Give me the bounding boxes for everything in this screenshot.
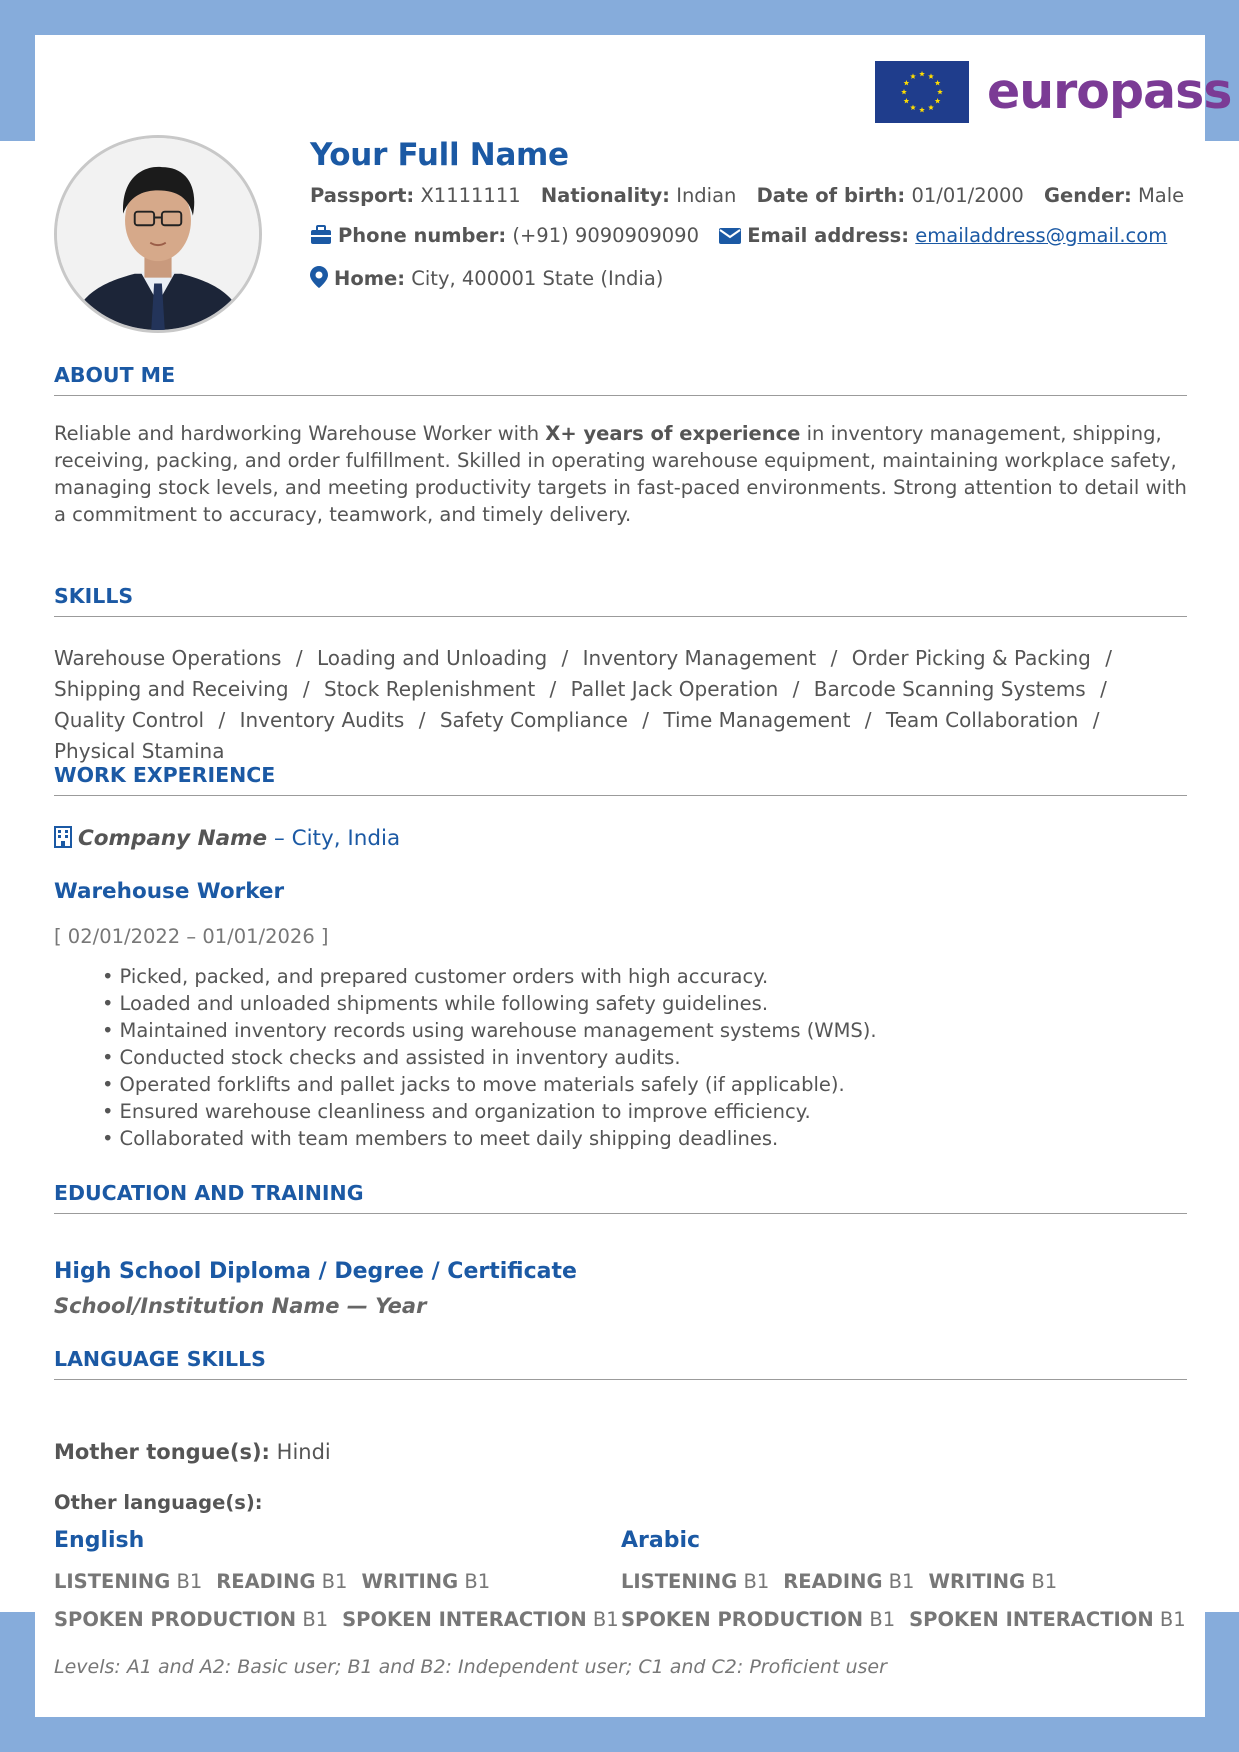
spoken-production-level: B1 <box>869 1608 896 1631</box>
nationality-label: Nationality: <box>540 184 670 207</box>
bullet-marker: • <box>102 965 114 988</box>
education-degree: High School Diploma / Degree / Certificate <box>54 1259 577 1284</box>
bullet-marker: • <box>102 1100 114 1123</box>
eu-star <box>904 98 910 103</box>
eu-star <box>928 73 934 78</box>
language-block <box>621 1526 1186 1639</box>
skill-item: Barcode Scanning Systems <box>813 677 1086 701</box>
job-duty-text: Picked, packed, and prepared customer orders with high accuracy. <box>119 965 769 988</box>
mother-tongue-value: Hindi <box>276 1440 331 1464</box>
skill-separator: / <box>561 646 569 670</box>
home-value: City, 400001 State (India) <box>411 267 664 290</box>
skill-separator: / <box>549 677 557 701</box>
job-duty-item <box>102 963 877 990</box>
language-name: English <box>54 1528 145 1553</box>
mother-tongue-label: Mother tongue(s): <box>54 1440 270 1464</box>
language-row-speaking <box>54 1601 619 1639</box>
full-name: Your Full Name <box>310 137 569 173</box>
job-duty-item <box>102 1071 877 1098</box>
experience-highlight: X+ years of experience <box>545 422 801 445</box>
section-title-work: WORK EXPERIENCE <box>54 761 1187 796</box>
job-duty-text: Operated forklifts and pallet jacks to move materials safely (if applicable). <box>119 1073 845 1096</box>
company-location: – City, India <box>267 826 401 851</box>
listening-level: B1 <box>176 1570 203 1593</box>
skill-item: Team Collaboration <box>885 708 1079 732</box>
writing-label: WRITING <box>361 1570 459 1593</box>
eu-star <box>928 105 934 110</box>
job-duty-item <box>102 1098 877 1125</box>
writing-level: B1 <box>464 1570 491 1593</box>
job-dates: [ 02/01/2022 – 01/01/2026 ] <box>54 925 329 948</box>
bullet-marker: • <box>102 1073 114 1096</box>
language-name: Arabic <box>621 1528 701 1553</box>
skill-item: Physical Stamina <box>54 739 225 763</box>
language-row-understanding <box>54 1563 614 1601</box>
spoken-production-label: SPOKEN PRODUCTION <box>621 1608 864 1631</box>
nationality-value: Indian <box>676 184 737 207</box>
phone-label: Phone number: <box>338 224 507 247</box>
job-title: Warehouse Worker <box>54 879 285 904</box>
skill-item: Loading and Unloading <box>316 646 548 670</box>
spoken-interaction-label: SPOKEN INTERACTION <box>909 1608 1154 1631</box>
skill-item: Stock Replenishment <box>323 677 536 701</box>
levels-note: Levels: A1 and A2: Basic user; B1 and B2: Independent user; C1 and C2: Proficient user <box>54 1656 887 1678</box>
about-text: Reliable and hardworking Warehouse Worker with X+ years of experience in inventory management, shipping, receiving, packing, and order fulfillment. Skilled in operating warehouse equipment, maintaining workplace safety, managing stock levels, and meeting productivity targets in fast-paced environments. Strong attention to detail with a commitment to accuracy, teamwork, and timely delivery. <box>54 422 1187 526</box>
company-line <box>54 824 400 857</box>
eu-star <box>919 71 925 76</box>
skill-separator: / <box>418 708 426 732</box>
eu-star <box>910 73 916 78</box>
eu-flag-icon <box>875 61 969 123</box>
spoken-production-level: B1 <box>302 1608 329 1631</box>
skill-item: Warehouse Operations <box>54 646 282 670</box>
passport-label: Passport: <box>310 184 415 207</box>
cv-page <box>35 35 1232 1717</box>
section-title-languages: LANGUAGE SKILLS <box>54 1345 1187 1380</box>
dob-label: Date of birth: <box>756 184 906 207</box>
listening-label: LISTENING <box>621 1570 738 1593</box>
section-title-skills: SKILLS <box>54 582 1187 617</box>
eu-star <box>937 89 943 94</box>
language-row-speaking <box>621 1601 1186 1639</box>
gender-label: Gender: <box>1044 184 1132 207</box>
briefcase-icon <box>310 219 332 259</box>
spoken-interaction-level: B1 <box>592 1608 619 1631</box>
personal-info <box>310 134 1185 302</box>
building-icon <box>54 826 72 857</box>
education-school: School/Institution Name — Year <box>54 1294 427 1318</box>
phone-value: (+91) 9090909090 <box>512 224 699 247</box>
europass-wordmark: europass <box>987 63 1232 120</box>
email-link[interactable]: emailaddress@gmail.com <box>915 224 1168 247</box>
skill-item: Pallet Jack Operation <box>570 677 779 701</box>
passport-value: X1111111 <box>420 184 521 207</box>
reading-level: B1 <box>321 1570 348 1593</box>
skill-separator: / <box>1092 708 1100 732</box>
skill-separator: / <box>864 708 872 732</box>
job-duty-item <box>102 1017 877 1044</box>
job-duty-item <box>102 1125 877 1152</box>
home-label: Home: <box>334 267 406 290</box>
spoken-interaction-label: SPOKEN INTERACTION <box>342 1608 587 1631</box>
listening-level: B1 <box>743 1570 770 1593</box>
europass-logo <box>875 61 1232 123</box>
language-row-understanding <box>621 1563 1181 1601</box>
listening-label: LISTENING <box>54 1570 171 1593</box>
skill-item: Time Management <box>663 708 851 732</box>
language-block <box>54 1526 619 1639</box>
skill-separator: / <box>642 708 649 732</box>
bullet-marker: • <box>102 1019 114 1042</box>
other-languages-label: Other language(s): <box>54 1491 263 1514</box>
job-duty-text: Conducted stock checks and assisted in inventory audits. <box>119 1046 681 1069</box>
job-duty-text: Loaded and unloaded shipments while following safety guidelines. <box>119 992 769 1015</box>
skill-item: Shipping and Receiving <box>54 677 289 701</box>
dob-value: 01/01/2000 <box>911 184 1024 207</box>
envelope-icon <box>719 219 741 259</box>
section-title-about: ABOUT ME <box>54 361 1187 396</box>
job-duty-item <box>102 990 877 1017</box>
bullet-marker: • <box>102 992 114 1015</box>
section-title-education: EDUCATION AND TRAINING <box>54 1179 1187 1214</box>
eu-star <box>935 80 941 85</box>
bullet-marker: • <box>102 1046 114 1069</box>
spoken-interaction-level: B1 <box>1159 1608 1186 1631</box>
eu-star <box>919 107 925 112</box>
skill-separator: / <box>295 646 303 670</box>
skills-list <box>54 643 1187 767</box>
reading-label: READING <box>783 1570 883 1593</box>
company-name: Company Name <box>78 826 268 851</box>
contact-line <box>310 216 1180 259</box>
skill-item: Order Picking & Packing <box>851 646 1091 670</box>
gender-value: Male <box>1137 184 1185 207</box>
job-duty-text: Ensured warehouse cleanliness and organization to improve efficiency. <box>119 1100 811 1123</box>
skill-item: Quality Control <box>54 708 205 732</box>
eu-star <box>901 89 907 94</box>
eu-star <box>910 105 916 110</box>
email-label: Email address: <box>747 224 910 247</box>
job-duty-text: Maintained inventory records using warehouse management systems (WMS). <box>119 1019 877 1042</box>
eu-star <box>935 98 941 103</box>
job-duties-list <box>102 963 877 1152</box>
eu-star <box>904 80 910 85</box>
location-pin-icon <box>310 262 328 302</box>
skill-separator: / <box>302 677 310 701</box>
skill-separator: / <box>1100 677 1107 701</box>
profile-photo <box>54 135 262 333</box>
skill-separator: / <box>1105 646 1112 670</box>
writing-label: WRITING <box>928 1570 1026 1593</box>
skill-separator: / <box>792 677 800 701</box>
job-duty-item <box>102 1044 877 1071</box>
skill-separator: / <box>830 646 838 670</box>
identity-line <box>310 176 1185 216</box>
skill-item: Inventory Audits <box>239 708 405 732</box>
writing-level: B1 <box>1031 1570 1058 1593</box>
mother-tongue <box>54 1437 331 1467</box>
spoken-production-label: SPOKEN PRODUCTION <box>54 1608 297 1631</box>
bullet-marker: • <box>102 1127 114 1150</box>
home-line <box>310 259 1180 302</box>
skill-separator: / <box>218 708 226 732</box>
reading-label: READING <box>216 1570 316 1593</box>
job-duty-text: Collaborated with team members to meet daily shipping deadlines. <box>119 1127 779 1150</box>
reading-level: B1 <box>888 1570 915 1593</box>
skill-item: Inventory Management <box>582 646 817 670</box>
skill-item: Safety Compliance <box>439 708 628 732</box>
